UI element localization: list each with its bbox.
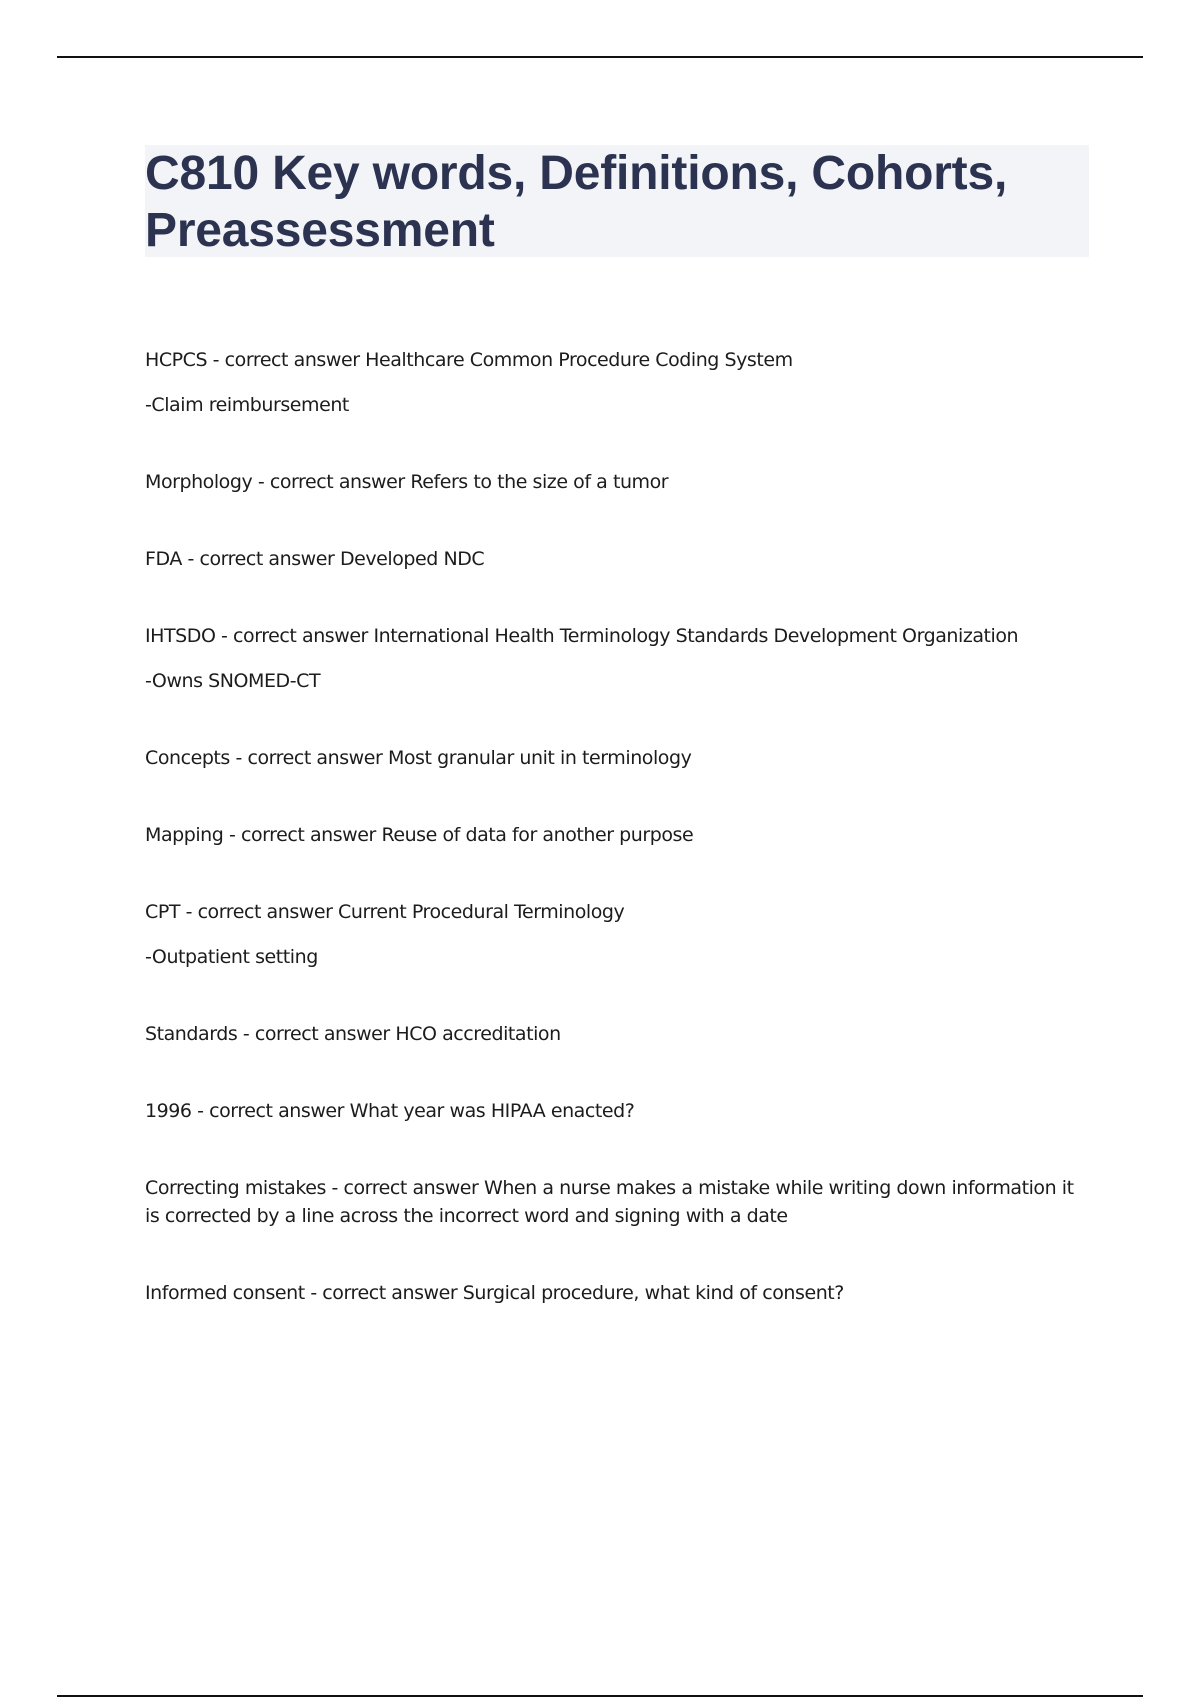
list-item [145, 622, 1089, 695]
top-rule [57, 56, 1143, 58]
entry-note: -Owns SNOMED-CT [145, 670, 321, 692]
list-item [145, 1020, 1089, 1048]
entry-text: CPT - correct answer Current Procedural Terminology [145, 901, 625, 923]
entry-text: Mapping - correct answer Reuse of data for another purpose [145, 824, 694, 846]
entry-text: HCPCS - correct answer Healthcare Common Procedure Coding System [145, 349, 793, 371]
entry-text: Concepts - correct answer Most granular unit in terminology [145, 747, 692, 769]
list-item [145, 821, 1089, 849]
entry-text: 1996 - correct answer What year was HIPAA enacted? [145, 1100, 635, 1122]
list-item [145, 346, 1089, 419]
entry-note: -Outpatient setting [145, 946, 318, 968]
list-item [145, 468, 1089, 496]
entry-text: Standards - correct answer HCO accreditation [145, 1023, 561, 1045]
entry-text: Correcting mistakes - correct answer When a nurse makes a mistake while writing down information it is corrected by a line across the incorrect word and signing with a date [145, 1177, 1074, 1227]
entry-text: FDA - correct answer Developed NDC [145, 548, 485, 570]
entry-list [145, 346, 1089, 1356]
list-item [145, 545, 1089, 573]
entry-text: Informed consent - correct answer Surgical procedure, what kind of consent? [145, 1282, 844, 1304]
entry-text: IHTSDO - correct answer International Health Terminology Standards Development Organization [145, 625, 1019, 647]
list-item [145, 898, 1089, 971]
page-title: C810 Key words, Definitions, Cohorts, Preassessment [145, 147, 1008, 257]
entry-note: -Claim reimbursement [145, 394, 349, 416]
list-item [145, 1097, 1089, 1125]
list-item [145, 1174, 1089, 1230]
title-banner [145, 145, 1089, 257]
bottom-rule [57, 1695, 1143, 1697]
list-item [145, 744, 1089, 772]
entry-text: Morphology - correct answer Refers to the size of a tumor [145, 471, 669, 493]
list-item [145, 1279, 1089, 1307]
